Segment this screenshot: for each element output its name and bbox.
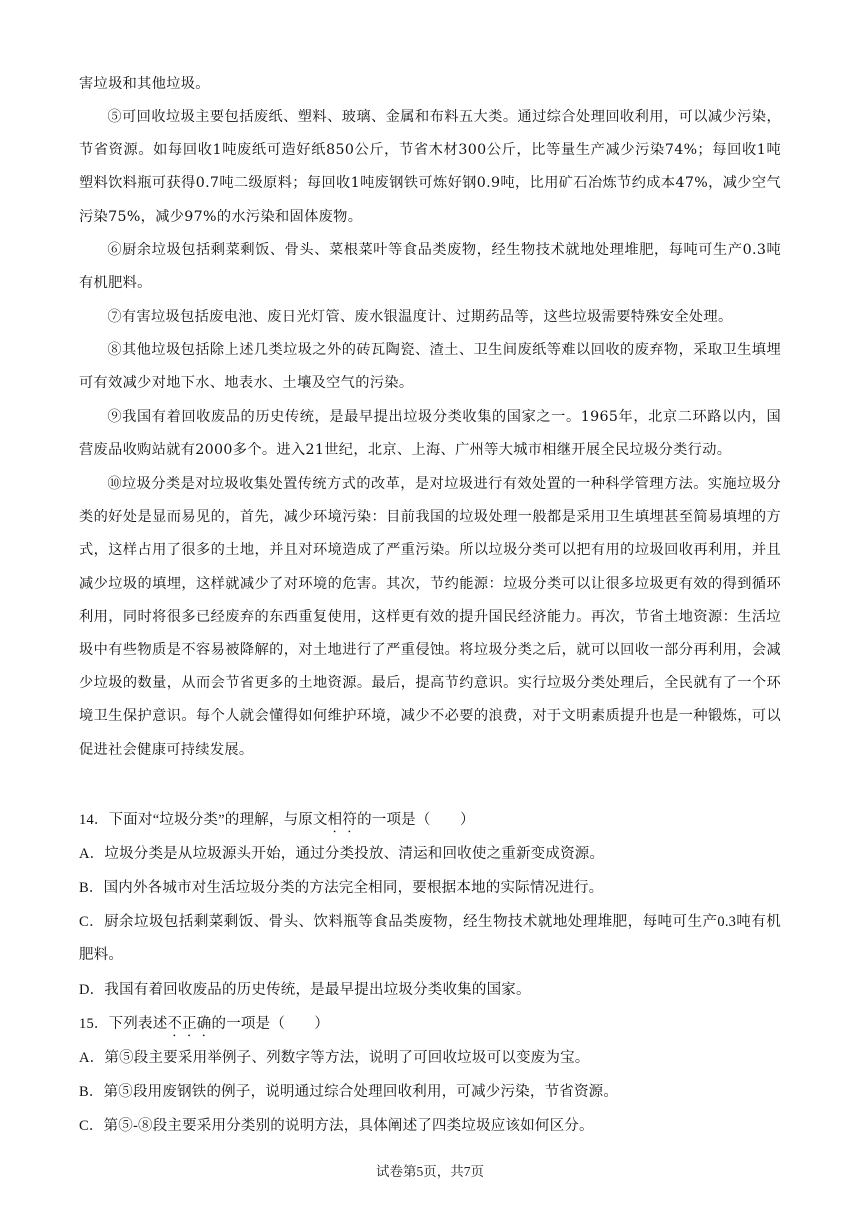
passage-paragraph-8: ⑧其他垃圾包括除上述几类垃圾之外的砖瓦陶瓷、渣土、卫生间废纸等难以回收的废弃物，采取卫生填埋可有效减少对地下水、地表水、土壤及空气的污染。 <box>79 342 781 392</box>
question-15-option-b[interactable]: B．第⑤段用废钢铁的例子，说明通过综合处理回收利用，可减少污染，节省资源。 <box>79 1084 619 1100</box>
question-15-stem-pre: 15．下列表述 <box>79 1016 168 1032</box>
passage-paragraph-4-tail: 害垃圾和其他垃圾。 <box>79 76 210 92</box>
page-footer: 试卷第5页，共7页 <box>376 1164 484 1179</box>
question-15-option-a[interactable]: A．第⑤段主要采用举例子、列数字等方法，说明了可回收垃圾可以变废为宝。 <box>79 1050 590 1066</box>
question-15-stem-post: 的一项是（ ） <box>211 1016 330 1032</box>
question-14-option-c[interactable]: C．厨余垃圾包括剩菜剩饭、骨头、饮料瓶等食品类废物，经生物技术就地处理堆肥，每吨可生产0.3吨有机肥料。 <box>79 914 781 963</box>
question-14-stem-emphasis: 相符 <box>327 812 358 828</box>
passage-paragraph-10: ⑩垃圾分类是对垃圾收集处置传统方式的改革，是对垃圾进行有效处置的一种科学管理方法。实施垃圾分类的好处是显而易见的，首先，减少环境污染：目前我国的垃圾处理一般都是采用卫生填埋甚至简易填埋的方式，这样占用了很多的土地，并且对环境造成了严重污染。所以垃圾分类可以把有用的垃圾回收再利用，并且减少垃圾的填埋，这样就减少了对环境的危害。其次，节约能源：垃圾分类可以让很多垃圾更有效的得到循环利用，同时将很多已经废弃的东西重复使用，这样更有效的提升国民经济能力。再次，节省土地资源：生活垃圾中有些物质是不容易被降解的，对土地进行了严重侵蚀。将垃圾分类之后，就可以回收一部分再利用，会减少垃圾的数量，从而会节省更多的土地资源。最后，提高节约意识。实行垃圾分类处理后，全民就有了一个环境卫生保护意识。每个人就会懂得如何维护环境，减少不必要的浪费，对于文明素质提升也是一种锻炼，可以促进社会健康可持续发展。 <box>79 476 781 758</box>
passage-paragraph-6: ⑥厨余垃圾包括剩菜剩饭、骨头、菜根菜叶等食品类废物，经生物技术就地处理堆肥，每吨可生产0.3吨有机肥料。 <box>79 242 781 292</box>
passage-paragraph-7: ⑦有害垃圾包括废电池、废日光灯管、废水银温度计、过期药品等，这些垃圾需要特殊安全处理。 <box>107 309 733 325</box>
question-14-stem-post: 的一项是（ ） <box>357 812 475 828</box>
question-15-stem <box>79 1008 781 1041</box>
question-14-option-a[interactable]: A．垃圾分类是从垃圾源头开始，通过分类投放、清运和回收使之重新变成资源。 <box>79 846 605 862</box>
passage-paragraph-9: ⑨我国有着回收废品的历史传统，是最早提出垃圾分类收集的国家之一。1965年，北京二环路以内，国营废品收购站就有2000多个。进入21世纪，北京、上海、广州等大城市相继开展全民垃圾分类行动。 <box>79 409 781 459</box>
question-14-option-b[interactable]: B．国内外各城市对生活垃圾分类的方法完全相同，要根据本地的实际情况进行。 <box>79 880 604 896</box>
question-14-stem-pre: 14．下面对“垃圾分类”的理解，与原文 <box>79 812 328 828</box>
question-15-stem-emphasis: 不正确 <box>167 1016 212 1032</box>
question-15-option-c[interactable]: C．第⑤-⑧段主要采用分类别的说明方法，具体阐述了四类垃圾应该如何区分。 <box>79 1118 594 1134</box>
passage-paragraph-5: ⑤可回收垃圾主要包括废纸、塑料、玻璃、金属和布料五大类。通过综合处理回收利用，可以减少污染，节省资源。如每回收1吨废纸可造好纸850公斤，节省木材300公斤，比等量生产减少污染74%；每回收1吨塑料饮料瓶可获得0.7吨二级原料；每回收1吨废钢铁可炼好钢0.9吨，比用矿石冶炼节约成本47%，减少空气污染75%，减少97%的水污染和固体废物。 <box>79 109 781 225</box>
question-14-option-d[interactable]: D．我国有着回收废品的历史传统，是最早提出垃圾分类收集的国家。 <box>79 982 531 998</box>
question-14-stem <box>79 804 781 837</box>
